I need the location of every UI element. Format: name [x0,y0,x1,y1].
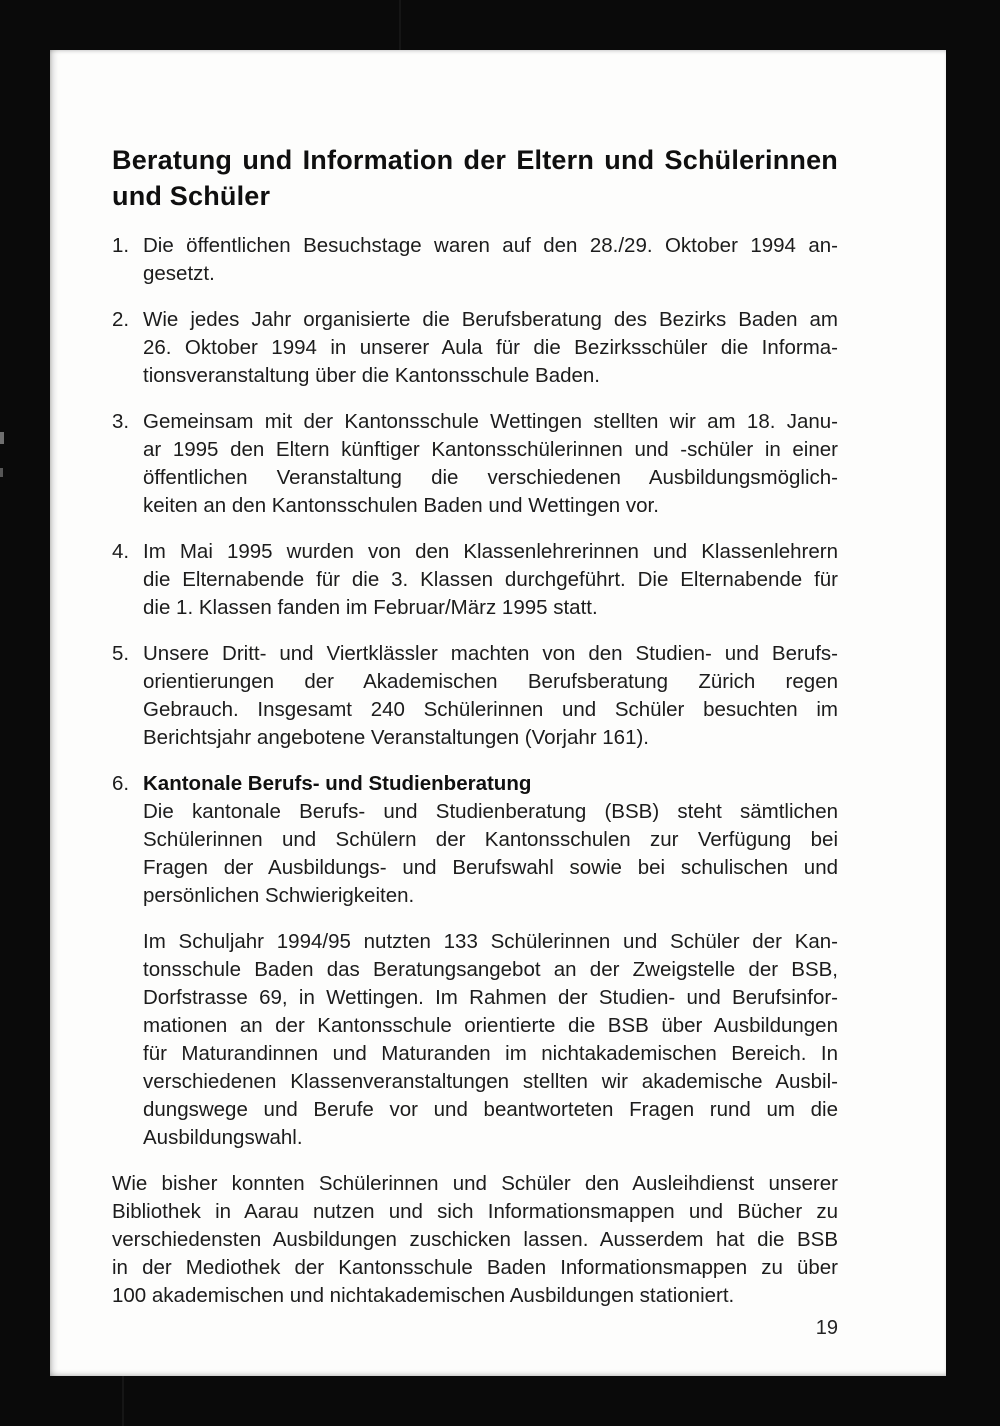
list-item [112,232,838,288]
text-line: Die kantonale Berufs- und Studienberatung (BSB) steht sämtlichen [143,800,838,823]
text-line: tionsveranstaltung über die Kantonsschule Baden. [143,364,601,387]
closing-paragraph [112,1170,838,1310]
paragraph [143,408,838,520]
text-line: gesetzt. [143,262,215,285]
list-item [112,538,838,622]
text-line: Wie jedes Jahr organisierte die Berufsberatung des Bezirks Baden am [143,308,838,331]
list-item-text [143,306,838,390]
text-line: Die öffentlichen Besuchstage waren auf den 28./29. Oktober 1994 an- [143,234,838,257]
item-heading-line: Kantonale Berufs- und Studienberatung [143,772,532,795]
text-line: für Maturandinnen und Maturanden im nichtakademischen Bereich. In [143,1042,838,1065]
scan-artifact [399,0,401,51]
text-line: 100 akademischen und nichtakademischen Ausbildungen stationiert. [112,1284,735,1307]
document-page [50,50,946,1376]
text-line: 26. Oktober 1994 in unserer Aula für die Bezirksschüler die Informa- [143,336,838,359]
text-line: verschiedensten Ausbildungen zuschicken lassen. Ausserdem hat die BSB [112,1228,838,1251]
page-content [112,142,838,1342]
scan-artifact [122,1376,124,1426]
list-item [112,306,838,390]
text-line: orientierungen der Akademischen Berufsberatung Zürich regen [143,670,838,693]
list-item-number: 2. [112,308,130,331]
text-line: Wie bisher konnten Schülerinnen und Schüler den Ausleihdienst unserer [112,1172,838,1195]
scan-artifact [0,468,3,477]
page-number: 19 [815,1317,838,1339]
page-title [112,142,838,214]
text-line: dungswege und Berufe vor und beantworteten Fragen rund um die [143,1098,838,1121]
text-line: Im Mai 1995 wurden von den Klassenlehrerinnen und Klassenlehrern [143,540,838,563]
text-line: Im Schuljahr 1994/95 nutzten 133 Schülerinnen und Schüler der Kan- [143,930,838,953]
text-line: öffentlichen Veranstaltung die verschiedenen Ausbildungsmöglich- [143,466,838,489]
text-line: Bibliothek in Aarau nutzen und sich Informationsmappen und Bücher zu [112,1200,838,1223]
list-item-number: 6. [112,772,130,795]
text-line: Unsere Dritt- und Viertklässler machten von den Studien- und Berufs- [143,642,838,665]
text-line: keiten an den Kantonsschulen Baden und Wettingen vor. [143,494,659,517]
text-line: Berichtsjahr angebotene Veranstaltungen (Vorjahr 161). [143,726,650,749]
text-line: in der Mediothek der Kantonsschule Baden Informationsmappen zu über [112,1256,838,1279]
text-line: die Elternabende für die 3. Klassen durchgeführt. Die Elternabende für [143,568,838,591]
paragraph [143,798,838,910]
text-line: die 1. Klassen fanden im Februar/März 1995 statt. [143,596,598,619]
text-line: persönlichen Schwierigkeiten. [143,884,415,907]
paragraph [143,640,838,752]
list-item [112,408,838,520]
list-item-text [143,640,838,752]
list-item-text [143,770,838,1152]
list-item-text [143,538,838,622]
list-item-text [143,232,838,288]
list-item-number: 1. [112,234,130,257]
text-line: Dorfstrasse 69, in Wettingen. Im Rahmen der Studien- und Berufsinfor- [143,986,838,1009]
text-line: Fragen der Ausbildungs- und Berufswahl sowie bei schulischen und [143,856,838,879]
text-line: Schülerinnen und Schülern der Kantonsschulen zur Verfügung bei [143,828,838,851]
text-line: mationen an der Kantonsschule orientierte die BSB über Ausbildungen [143,1014,838,1037]
paragraph [143,928,838,1152]
text-line: Beratung und Information der Eltern und Schülerinnen [112,145,838,175]
scan-artifact [0,432,4,444]
list-item [112,640,838,752]
text-line: verschiedenen Klassenveranstaltungen stellten wir akademische Ausbil- [143,1070,838,1093]
text-line: tonsschule Baden das Beratungsangebot an der Zweigstelle der BSB, [143,958,838,981]
list-item-number: 3. [112,410,130,433]
text-line: Gebrauch. Insgesamt 240 Schülerinnen und Schüler besuchten im [143,698,838,721]
paragraph [143,306,838,390]
text-line: Ausbildungswahl. [143,1126,303,1149]
text-line: und Schüler [112,181,271,211]
text-line: Gemeinsam mit der Kantonsschule Wettingen stellten wir am 18. Janu- [143,410,838,433]
list-item-text [143,408,838,520]
list-item [112,770,838,1152]
text-line: ar 1995 den Eltern künftiger Kantonsschülerinnen und -schüler in einer [143,438,838,461]
paragraph [143,232,838,288]
list-item-number: 4. [112,540,130,563]
list-item-number: 5. [112,642,130,665]
numbered-list [112,232,838,1152]
paragraph [143,538,838,622]
